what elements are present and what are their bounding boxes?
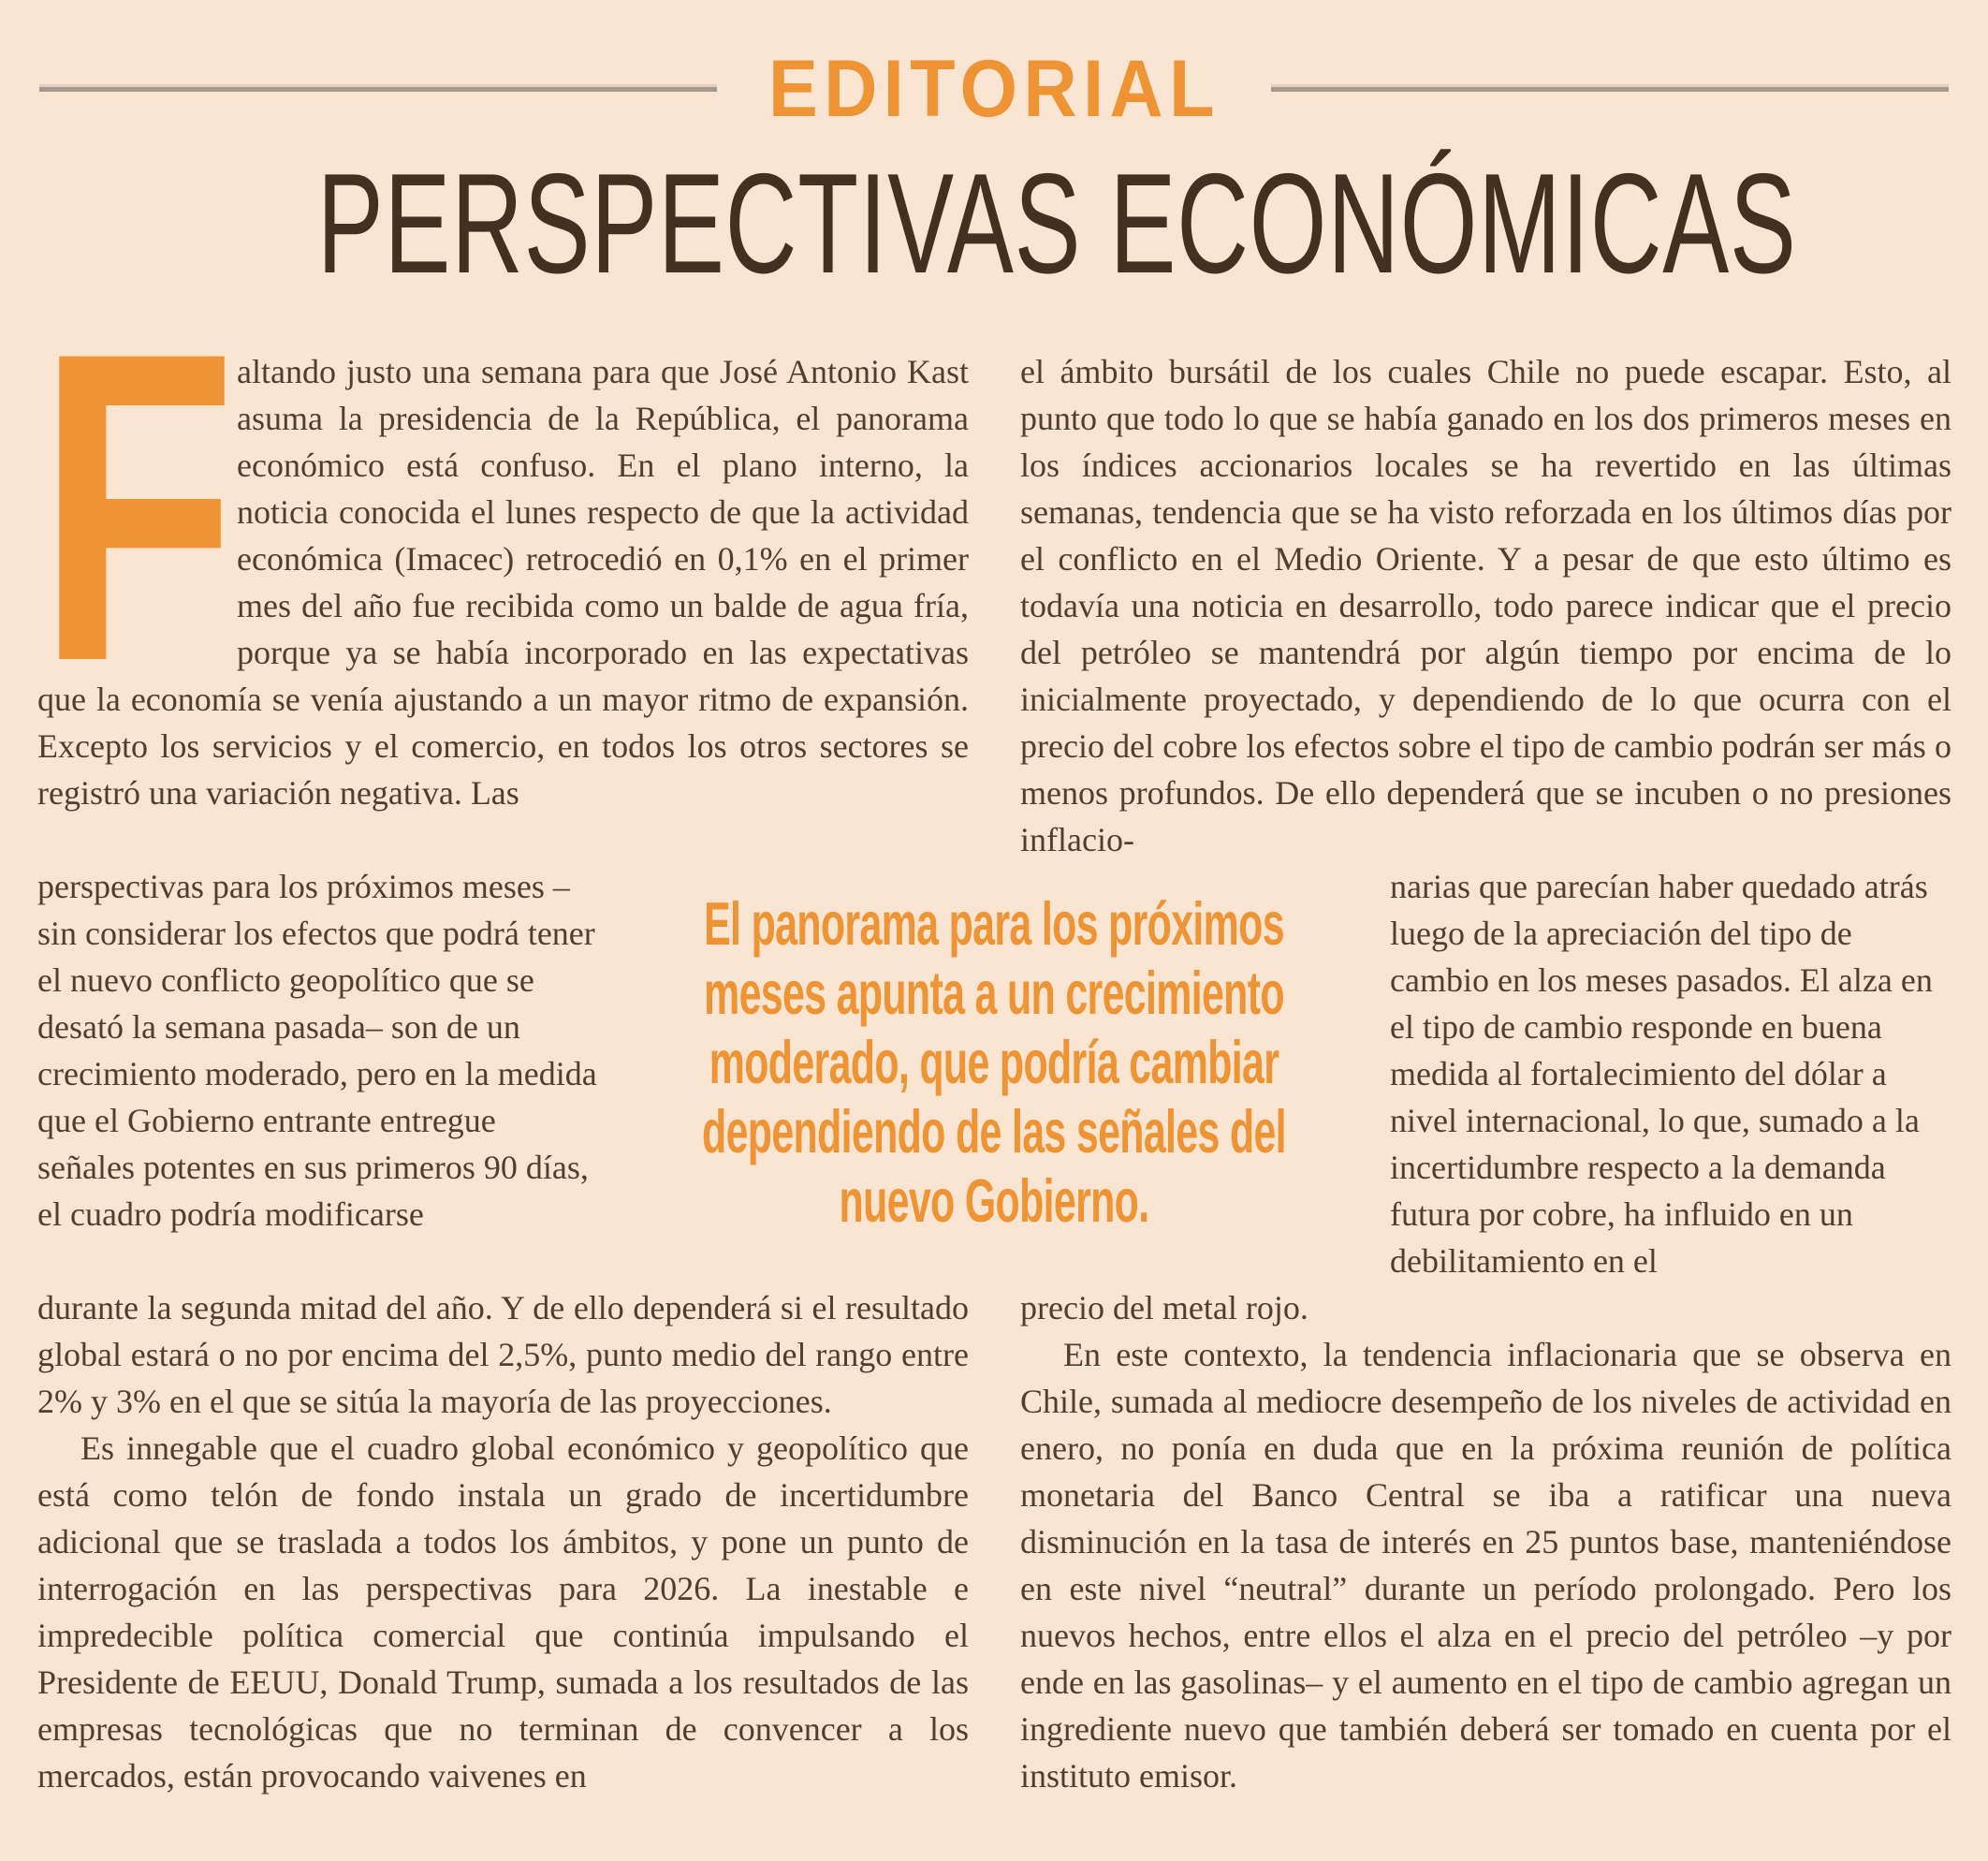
pull-quote-line: meses apunta a un crecimiento (704, 959, 1284, 1027)
pull-quote-line: nuevo Gobierno. (839, 1166, 1149, 1235)
header-rule-right (1271, 87, 1949, 92)
left-paragraph-1 (37, 348, 969, 863)
left-paragraph-2: Es innegable que el cuadro global económico y geopolítico que está como telón de fondo instala un grado de incertidumbre adicional que se traslada a todos los ámbitos, y pone un punto de interrogación en las perspectivas para 2026. La inestable e impredecible política comercial que continúa impulsando el Presidente de EEUU, Donald Trump, sumada a los resultados de las empresas tecnológicas que no terminan de convencer a los mercados, están provocando vaivenes en (37, 1429, 969, 1795)
left-narrow-segment: perspectivas para los próximos meses –sin considerar los efectos que podrá tener el nuevo conflicto geopolítico que se desató la semana pasada– son de un crecimiento moderado, pero en la medida que el Gobierno entrante entregue señales potentes en sus primeros 90 días, el cuadro podría modificarse (37, 868, 597, 1233)
header-rule-left (39, 87, 717, 92)
pull-quote (666, 889, 1322, 1236)
section-kicker: EDITORIAL (767, 44, 1221, 134)
pull-quote-line: moderado, que podría cambiar (709, 1028, 1279, 1096)
pull-quote-line: dependiendo de las señales del (702, 1097, 1286, 1165)
right-paragraph-1: el ámbito bursátil de los cuales Chile no puede escapar. Esto, al punto que todo lo que se había ganado en los dos primeros meses en los índices accionarios locales se ha revertido en las últimas semanas, tendencia que se ha visto reforzada en los últimos días por el conflicto en el Medio Oriente. Y a pesar de que esto último es todavía una noticia en desarrollo, todo parece indicar que el precio del petróleo se mantendrá por algún tiempo por encima de lo inicialmente proyectado, y dependiendo de lo que ocurra con el precio del cobre los efectos sobre el tipo de cambio podrán ser más o menos profundos. De ello dependerá que se incuben o no presiones inflacio- (1020, 353, 1951, 858)
right-narrow-segment: narias que parecían haber quedado atrás luego de la apreciación del tipo de cambio en los meses pasados. El alza en el tipo de cambio responde en buena medida al fortalecimiento del dólar a nivel internacional, lo que, sumado a la incertidumbre respecto a la demanda futura por cobre, ha influido en un debilitamiento en el (1390, 868, 1933, 1280)
left-paragraph-1-text: altando justo una semana para que José Antonio Kast asuma la presidencia de la República, el panorama económico está confuso. En el plano interno, la noticia conocida el lunes respecto de que la actividad económica (Imacec) retrocedió en 0,1% en el primer mes del año fue recibida como un balde de agua fría, porque ya se había incorporado en las expectativas que la economía se venía ajustando a un mayor ritmo de expansión. Excepto los servicios y el comercio, en todos los otros sectores se registró una variación negativa. Las (37, 353, 969, 812)
right-paragraph-1-end: precio del metal rojo. (1020, 1289, 1308, 1326)
dropcap-letter: F (37, 348, 237, 753)
page-title-text: PERSPECTIVAS ECONÓMICAS (316, 144, 1797, 303)
pull-quote-line: El panorama para los próximos (704, 889, 1284, 958)
right-paragraph-2: En este contexto, la tendencia inflacionaria que se observa en Chile, sumada al mediocre desempeño de los niveles de actividad en enero, no ponía en duda que en la próxima reunión de política monetaria del Banco Central se iba a ratificar una nueva disminución en la tasa de interés en 25 puntos base, manteniéndose en este nivel “neutral” durante un período prolongado. Pero los nuevos hechos, entre ellos el alza en el precio del petróleo –y por ende en las gasolinas– y el aumento en el tipo de cambio agregan un ingrediente nuevo que también deberá ser tomado en cuenta por el instituto emisor. (1020, 1336, 1951, 1795)
page-title (0, 142, 1988, 306)
section-header (39, 43, 1949, 136)
left-paragraph-1-end: durante la segunda mitad del año. Y de ello dependerá si el resultado global estará o no por encima del 2,5%, punto medio del rango entre 2% y 3% en el que se sitúa la mayoría de las proyecciones. (37, 1289, 969, 1420)
